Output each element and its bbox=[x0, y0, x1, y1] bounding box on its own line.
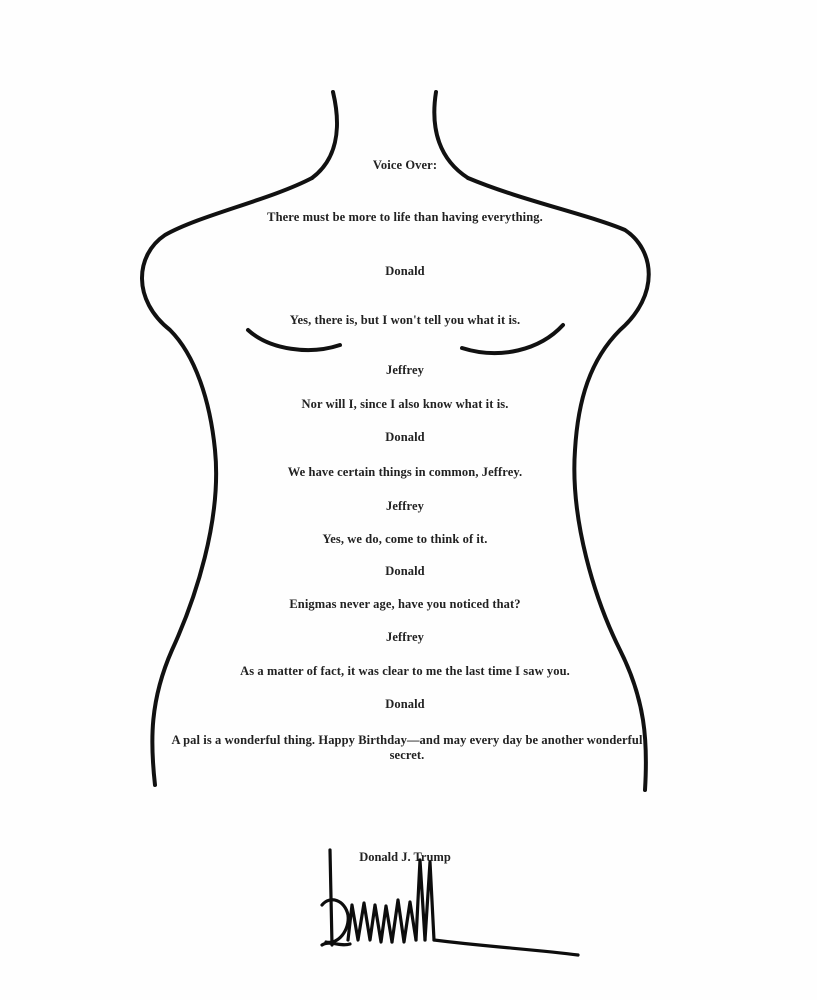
dialogue-line: A pal is a wonderful thing. Happy Birthday—and may every day be another wonderful secret. bbox=[171, 733, 643, 762]
left-breast-curve bbox=[248, 330, 340, 350]
right-breast-curve bbox=[462, 325, 563, 353]
speaker-donald: Donald bbox=[385, 564, 425, 578]
dialogue-line: Nor will I, since I also know what it is. bbox=[301, 397, 509, 411]
speaker-jeffrey: Jeffrey bbox=[386, 630, 424, 644]
speaker-jeffrey: Jeffrey bbox=[386, 363, 424, 377]
dialogue-line: Enigmas never age, have you noticed that? bbox=[289, 597, 521, 611]
speaker-donald: Donald bbox=[385, 697, 425, 711]
signature-name: Donald J. Trump bbox=[359, 850, 451, 864]
dialogue-line: There must be more to life than having everything. bbox=[267, 210, 543, 224]
speaker-donald: Donald bbox=[385, 264, 425, 278]
dialogue-line: Yes, we do, come to think of it. bbox=[322, 532, 488, 546]
dialogue-line: Yes, there is, but I won't tell you what it is. bbox=[289, 313, 521, 327]
speaker-voice-over: Voice Over: bbox=[372, 158, 438, 172]
dialogue-line: As a matter of fact, it was clear to me the last time I saw you. bbox=[240, 664, 570, 678]
dialogue-line: We have certain things in common, Jeffrey. bbox=[287, 465, 523, 479]
speaker-donald: Donald bbox=[385, 430, 425, 444]
speaker-jeffrey: Jeffrey bbox=[386, 499, 424, 513]
